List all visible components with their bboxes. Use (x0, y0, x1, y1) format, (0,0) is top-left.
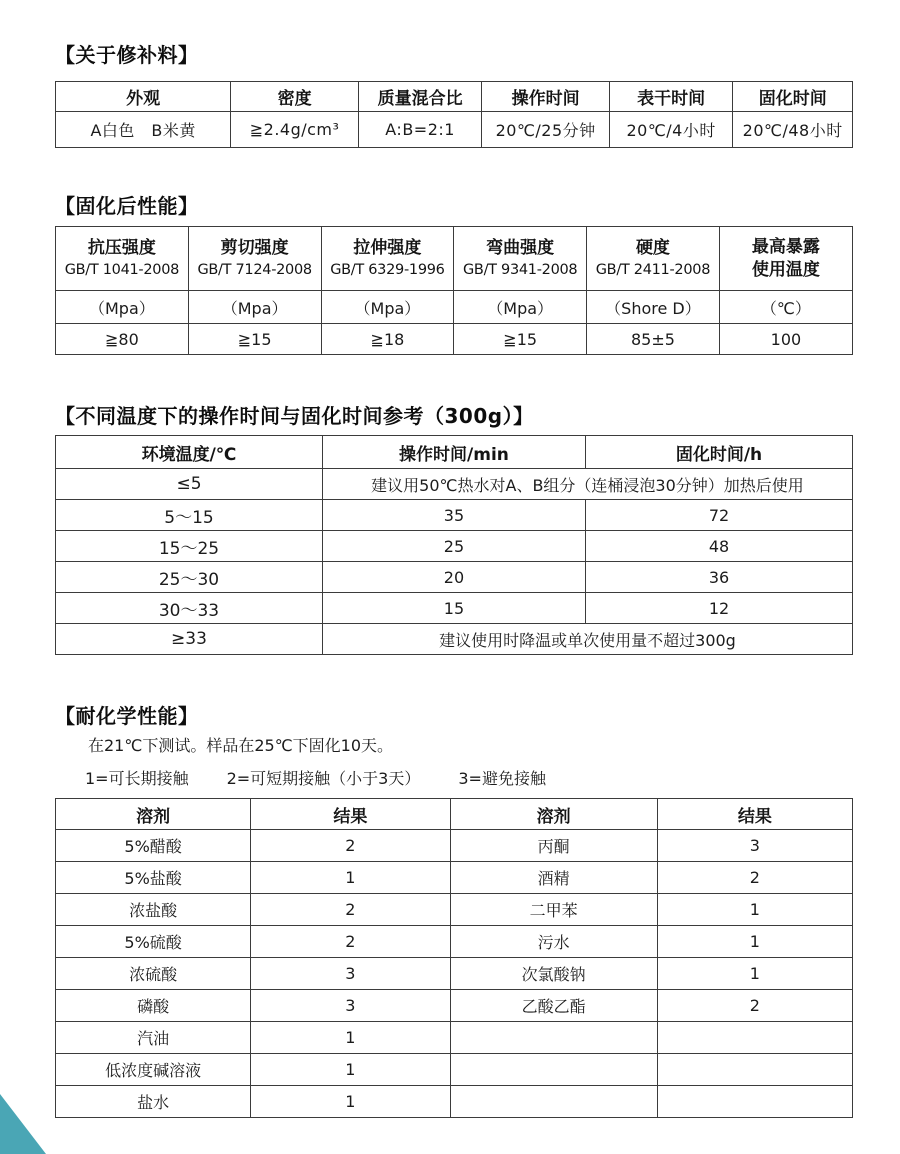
column-header-result-right: 结果 (657, 799, 852, 830)
cell-cure-time: 12 (585, 593, 852, 624)
cell-solvent: 乙酸乙酯 (450, 990, 657, 1022)
table-row (56, 926, 853, 958)
value-cell: ≧80 (56, 324, 189, 355)
cured-properties-table (55, 226, 853, 355)
unit-cell: （Mpa） (454, 291, 587, 324)
property-name: 最高暴露 (751, 236, 820, 257)
property-standard: GB/T 6329-1996 (330, 261, 445, 278)
table-row (56, 500, 853, 531)
cell-working-time: 35 (322, 500, 585, 531)
cell-appearance: A白色 B米黄 (56, 112, 231, 148)
cell-mix-ratio: A:B=2:1 (358, 112, 482, 148)
cell-result: 1 (251, 1022, 450, 1054)
value-cell: 100 (719, 324, 852, 355)
cell-solvent (450, 1022, 657, 1054)
cell-cure-time: 36 (585, 562, 852, 593)
column-header-working-time: 操作时间 (482, 82, 610, 112)
cell-solvent: 5%醋酸 (56, 830, 251, 862)
test-conditions-note: 在21℃下测试。样品在25℃下固化10天。 (88, 736, 394, 755)
section-chemical-resistance (55, 703, 853, 1118)
legend-item-short-term: 2=可短期接触（小于3天） (226, 769, 421, 788)
table-row (56, 624, 853, 655)
cell-temp-range: 5～15 (56, 500, 323, 531)
cell-cure-time: 20℃/48小时 (733, 112, 853, 148)
cell-solvent: 盐水 (56, 1086, 251, 1118)
column-header-solvent-left: 溶剂 (56, 799, 251, 830)
property-name: 弯曲强度 (486, 237, 555, 258)
repair-material-table (55, 81, 853, 148)
table-row (56, 112, 853, 148)
cell-working-time: 15 (322, 593, 585, 624)
table-header-row (56, 227, 853, 291)
cell-solvent: 酒精 (450, 862, 657, 894)
cell-result: 1 (251, 862, 450, 894)
cell-temp-range: 15～25 (56, 531, 323, 562)
legend-item-long-term: 1=可长期接触 (85, 769, 189, 788)
cell-temp-range: ≤5 (56, 469, 323, 500)
cell-solvent: 次氯酸钠 (450, 958, 657, 990)
cell-solvent: 浓硫酸 (56, 958, 251, 990)
column-header-result-left: 结果 (251, 799, 450, 830)
property-standard: GB/T 9341-2008 (462, 261, 578, 278)
cell-solvent: 5%硫酸 (56, 926, 251, 958)
column-header-ambient-temp: 环境温度/℃ (56, 436, 323, 469)
table-row (56, 593, 853, 624)
cell-tack-free-time: 20℃/4小时 (609, 112, 733, 148)
column-header-tack-free-time: 表干时间 (609, 82, 733, 112)
table-row (56, 1086, 853, 1118)
cell-result: 1 (657, 894, 852, 926)
section-title-repair-material: 【关于修补料】 (55, 43, 199, 67)
cell-cure-time: 72 (585, 500, 852, 531)
legend-item-avoid: 3=避免接触 (458, 769, 546, 788)
cell-result: 1 (251, 1054, 450, 1086)
cell-solvent: 污水 (450, 926, 657, 958)
column-header-flexural-strength (454, 227, 587, 291)
column-header-shear-strength (188, 227, 321, 291)
section-repair-material (55, 42, 853, 148)
cell-result: 2 (657, 862, 852, 894)
column-header-tensile-strength (321, 227, 454, 291)
cell-density: ≧2.4g/cm³ (231, 112, 359, 148)
cell-solvent: 丙酮 (450, 830, 657, 862)
cell-result (657, 1022, 852, 1054)
column-header-appearance: 外观 (56, 82, 231, 112)
column-header-hardness (587, 227, 720, 291)
table-header-row (56, 799, 853, 830)
column-header-cure-time: 固化时间 (733, 82, 853, 112)
cell-result (657, 1086, 852, 1118)
cell-solvent: 二甲苯 (450, 894, 657, 926)
unit-row (56, 291, 853, 324)
column-header-mix-ratio: 质量混合比 (358, 82, 482, 112)
section-title-time-vs-temperature: 【不同温度下的操作时间与固化时间参考（300g）】 (55, 404, 534, 428)
unit-cell: （Mpa） (56, 291, 189, 324)
value-cell: 85±5 (587, 324, 720, 355)
cell-solvent (450, 1054, 657, 1086)
table-row (56, 531, 853, 562)
unit-cell: （Mpa） (188, 291, 321, 324)
cell-result: 1 (657, 958, 852, 990)
corner-decoration-triangle (0, 1094, 46, 1154)
column-header-compressive-strength (56, 227, 189, 291)
table-header-row (56, 82, 853, 112)
table-row (56, 862, 853, 894)
cell-result: 3 (657, 830, 852, 862)
value-cell: ≧18 (321, 324, 454, 355)
cell-working-time: 20℃/25分钟 (482, 112, 610, 148)
cell-result: 3 (251, 990, 450, 1022)
cell-solvent: 5%盐酸 (56, 862, 251, 894)
cell-solvent: 低浓度碱溶液 (56, 1054, 251, 1086)
property-name: 抗压强度 (87, 237, 156, 258)
cell-cure-time: 48 (585, 531, 852, 562)
cell-working-time: 25 (322, 531, 585, 562)
time-temperature-table (55, 435, 853, 655)
rating-legend (85, 766, 853, 792)
table-row (56, 1022, 853, 1054)
cell-temp-range: 25～30 (56, 562, 323, 593)
section-title-chemical-resistance: 【耐化学性能】 (55, 704, 199, 728)
cell-result: 1 (657, 926, 852, 958)
table-row (56, 958, 853, 990)
property-name: 剪切强度 (220, 237, 289, 258)
section-time-vs-temperature (55, 403, 853, 655)
section-title-cured-properties: 【固化后性能】 (55, 194, 199, 218)
cell-solvent (450, 1086, 657, 1118)
value-row (56, 324, 853, 355)
column-header-working-time-min: 操作时间/min (322, 436, 585, 469)
property-name-line2: 使用温度 (751, 259, 820, 280)
table-row (56, 894, 853, 926)
cell-result (657, 1054, 852, 1086)
value-cell: ≧15 (454, 324, 587, 355)
table-row (56, 830, 853, 862)
value-cell: ≧15 (188, 324, 321, 355)
column-header-cure-time-h: 固化时间/h (585, 436, 852, 469)
cell-result: 1 (251, 1086, 450, 1118)
cell-solvent: 磷酸 (56, 990, 251, 1022)
property-name: 拉伸强度 (353, 237, 422, 258)
cell-solvent: 浓盐酸 (56, 894, 251, 926)
cell-working-time: 20 (322, 562, 585, 593)
unit-cell: （Mpa） (321, 291, 454, 324)
cell-result: 2 (657, 990, 852, 1022)
table-row (56, 1054, 853, 1086)
cell-temp-range: 30～33 (56, 593, 323, 624)
property-standard: GB/T 2411-2008 (595, 261, 711, 278)
section-cured-properties (55, 193, 853, 355)
column-header-density: 密度 (231, 82, 359, 112)
table-header-row (56, 436, 853, 469)
chemical-resistance-table (55, 798, 853, 1118)
cell-temp-range: ≥33 (56, 624, 323, 655)
cell-advice: 建议用50℃热水对A、B组分（连桶浸泡30分钟）加热后使用 (322, 469, 852, 500)
property-standard: GB/T 1041-2008 (64, 261, 180, 278)
property-name: 硬度 (635, 237, 670, 258)
column-header-max-exposure-temp (719, 227, 852, 291)
unit-cell: （℃） (719, 291, 852, 324)
column-header-solvent-right: 溶剂 (450, 799, 657, 830)
table-row (56, 990, 853, 1022)
unit-cell: （Shore D） (587, 291, 720, 324)
cell-result: 3 (251, 958, 450, 990)
cell-solvent: 汽油 (56, 1022, 251, 1054)
property-standard: GB/T 7124-2008 (197, 261, 312, 278)
cell-result: 2 (251, 830, 450, 862)
cell-result: 2 (251, 926, 450, 958)
cell-result: 2 (251, 894, 450, 926)
table-row (56, 562, 853, 593)
table-row (56, 469, 853, 500)
cell-advice: 建议使用时降温或单次使用量不超过300g (322, 624, 852, 655)
